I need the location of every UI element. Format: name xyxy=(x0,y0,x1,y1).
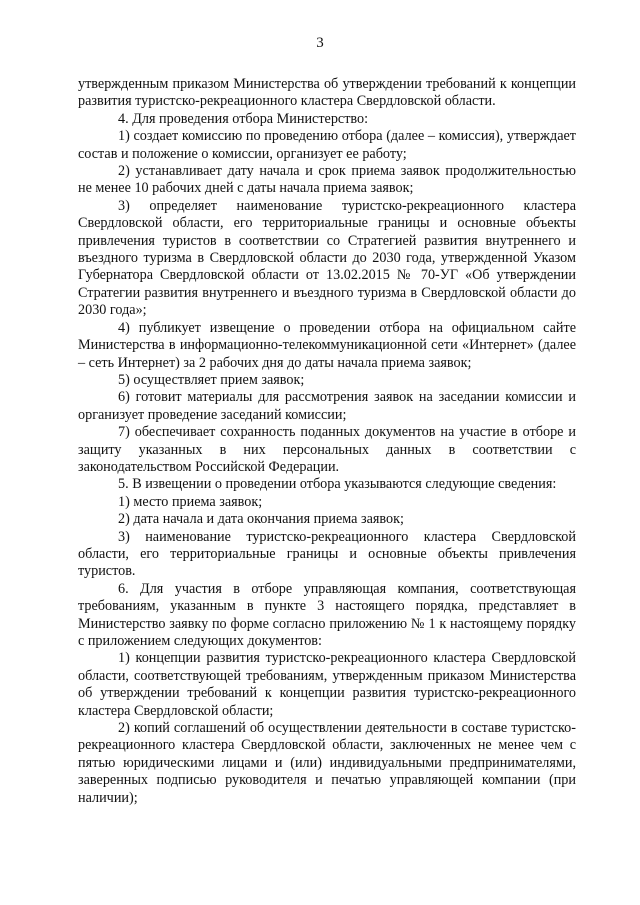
paragraph-section-4-item-2: 2) устанавливает дату начала и срок приема заявок продолжительностью не менее 10 рабочих дней с даты начала приема заявок; xyxy=(78,163,576,197)
paragraph-section-6-item-1: 1) концепции развития туристско-рекреационного кластера Свердловской области, соответствующей требованиям, утвержденным приказом Министерства об утверждении требований к концепции развития туристско-рекреационного кластера Свердловской области; xyxy=(78,650,576,719)
paragraph-section-4-item-5: 5) осуществляет прием заявок; xyxy=(118,371,305,388)
paragraph-section-5-item-1: 1) место приема заявок; xyxy=(118,493,263,510)
page-number: 3 xyxy=(316,35,324,51)
paragraph-section-4-item-4: 4) публикует извещение о проведении отбора на официальном сайте Министерства в информационно-телекоммуникационной сети «Интернет» (далее – сеть Интернет) за 2 рабочих дня до даты начала приема заявок; xyxy=(78,319,576,371)
paragraph-section-5-item-2: 2) дата начала и дата окончания приема заявок; xyxy=(118,511,404,528)
paragraph-section-5-item-3: 3) наименование туристско-рекреационного кластера Свердловской области, его территориальные границы и основные объекты привлечения туристов. xyxy=(78,528,576,580)
paragraph-continuation: утвержденным приказом Министерства об утверждении требований к концепции развития туристско-рекреационного кластера Свердловской области. xyxy=(78,76,576,110)
paragraph-section-4: 4. Для проведения отбора Министерство: xyxy=(118,110,369,127)
document-body xyxy=(78,76,576,807)
paragraph-section-6-item-2: 2) копий соглашений об осуществлении деятельности в составе туристско-рекреационного кластера Свердловской области, заключенных не менее чем с пятью юридическими лицами и (или) индивидуальными предпринимателями, заверенных подписью руководителя и печатью управляющей компании (при наличии); xyxy=(78,720,576,806)
paragraph-section-4-item-3: 3) определяет наименование туристско-рекреационного кластера Свердловской области, его территориальные границы и основные объекты привлечения туристов в соответствии со Стратегией развития внутреннего и въездного туризма в Свердловской области до 2030 года, утвержденной Указом Губернатора Свердловской области от 13.02.2015 № 70-УГ «Об утверждении Стратегии развития внутреннего и въездного туризма в Свердловской области до 2030 года»; xyxy=(78,197,576,319)
paragraph-section-4-item-1: 1) создает комиссию по проведению отбора (далее – комиссия), утверждает состав и положение о комиссии, организует ее работу; xyxy=(78,128,576,162)
paragraph-section-4-item-6: 6) готовит материалы для рассмотрения заявок на заседании комиссии и организует проведение заседаний комиссии; xyxy=(78,389,576,423)
paragraph-section-4-item-7: 7) обеспечивает сохранность поданных документов на участие в отборе и защиту указанных в них персональных данных в соответствии с законодательством Российской Федерации. xyxy=(78,424,576,475)
paragraph-section-6: 6. Для участия в отборе управляющая компания, соответствующая требованиям, указанным в пункте 3 настоящего порядка, представляет в Министерство заявку по форме согласно приложению № 1 к настоящему порядку с приложением следующих документов: xyxy=(78,580,576,649)
paragraph-section-5: 5. В извещении о проведении отбора указываются следующие сведения: xyxy=(118,476,557,493)
